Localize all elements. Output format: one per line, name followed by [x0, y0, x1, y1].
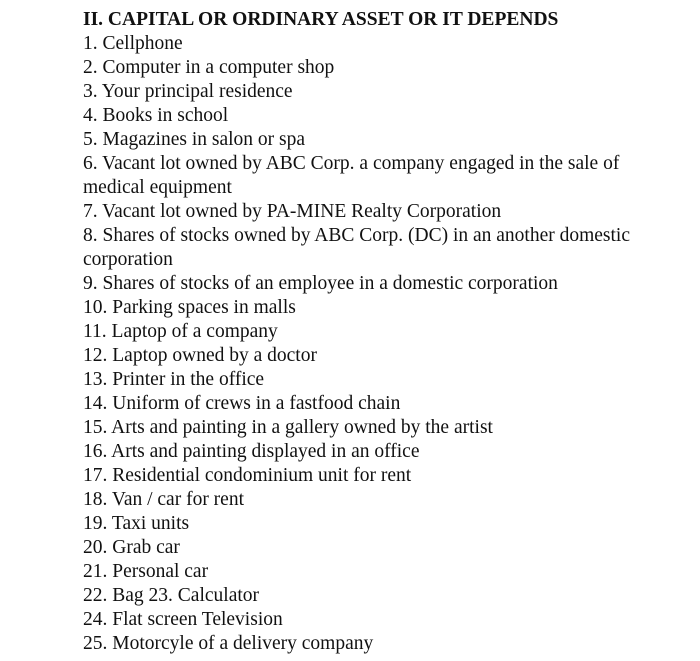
list-item: 18. Van / car for rent — [83, 489, 244, 510]
list-item: 11. Laptop of a company — [83, 321, 278, 342]
list-item: 22. Bag 23. Calculator — [83, 585, 260, 606]
list-item: 7. Vacant lot owned by PA-MINE Realty Corporation — [83, 201, 502, 222]
list-item: 17. Residential condominium unit for rent — [83, 465, 412, 486]
list-item: 12. Laptop owned by a doctor — [83, 345, 317, 366]
list-item: 5. Magazines in salon or spa — [83, 129, 306, 150]
list-item: 25. Motorcyle of a delivery company — [83, 633, 374, 654]
list-item: 4. Books in school — [83, 105, 229, 126]
section-title: II. CAPITAL OR ORDINARY ASSET OR IT DEPENDS — [83, 9, 559, 30]
list-item: 19. Taxi units — [83, 513, 190, 534]
list-item: 20. Grab car — [83, 537, 180, 558]
list-item: 24. Flat screen Television — [83, 609, 283, 630]
list-item: 6. Vacant lot owned by ABC Corp. a company engaged in the sale of medical equipment — [83, 153, 620, 198]
list-item: 9. Shares of stocks of an employee in a domestic corporation — [83, 273, 558, 294]
list-item: 1. Cellphone — [83, 33, 183, 54]
list-item: 16. Arts and painting displayed in an office — [83, 441, 420, 462]
asset-list — [83, 32, 683, 656]
document — [83, 8, 683, 656]
list-item: 3. Your principal residence — [83, 81, 293, 102]
list-item: 2. Computer in a computer shop — [83, 57, 335, 78]
list-item: 15. Arts and painting in a gallery owned by the artist — [83, 417, 493, 438]
list-item: 13. Printer in the office — [83, 369, 265, 390]
list-item: 14. Uniform of crews in a fastfood chain — [83, 393, 401, 414]
list-item: 21. Personal car — [83, 561, 209, 582]
list-item: 10. Parking spaces in malls — [83, 297, 296, 318]
list-item: 8. Shares of stocks owned by ABC Corp. (DC) in an another domestic corporation — [83, 225, 631, 270]
